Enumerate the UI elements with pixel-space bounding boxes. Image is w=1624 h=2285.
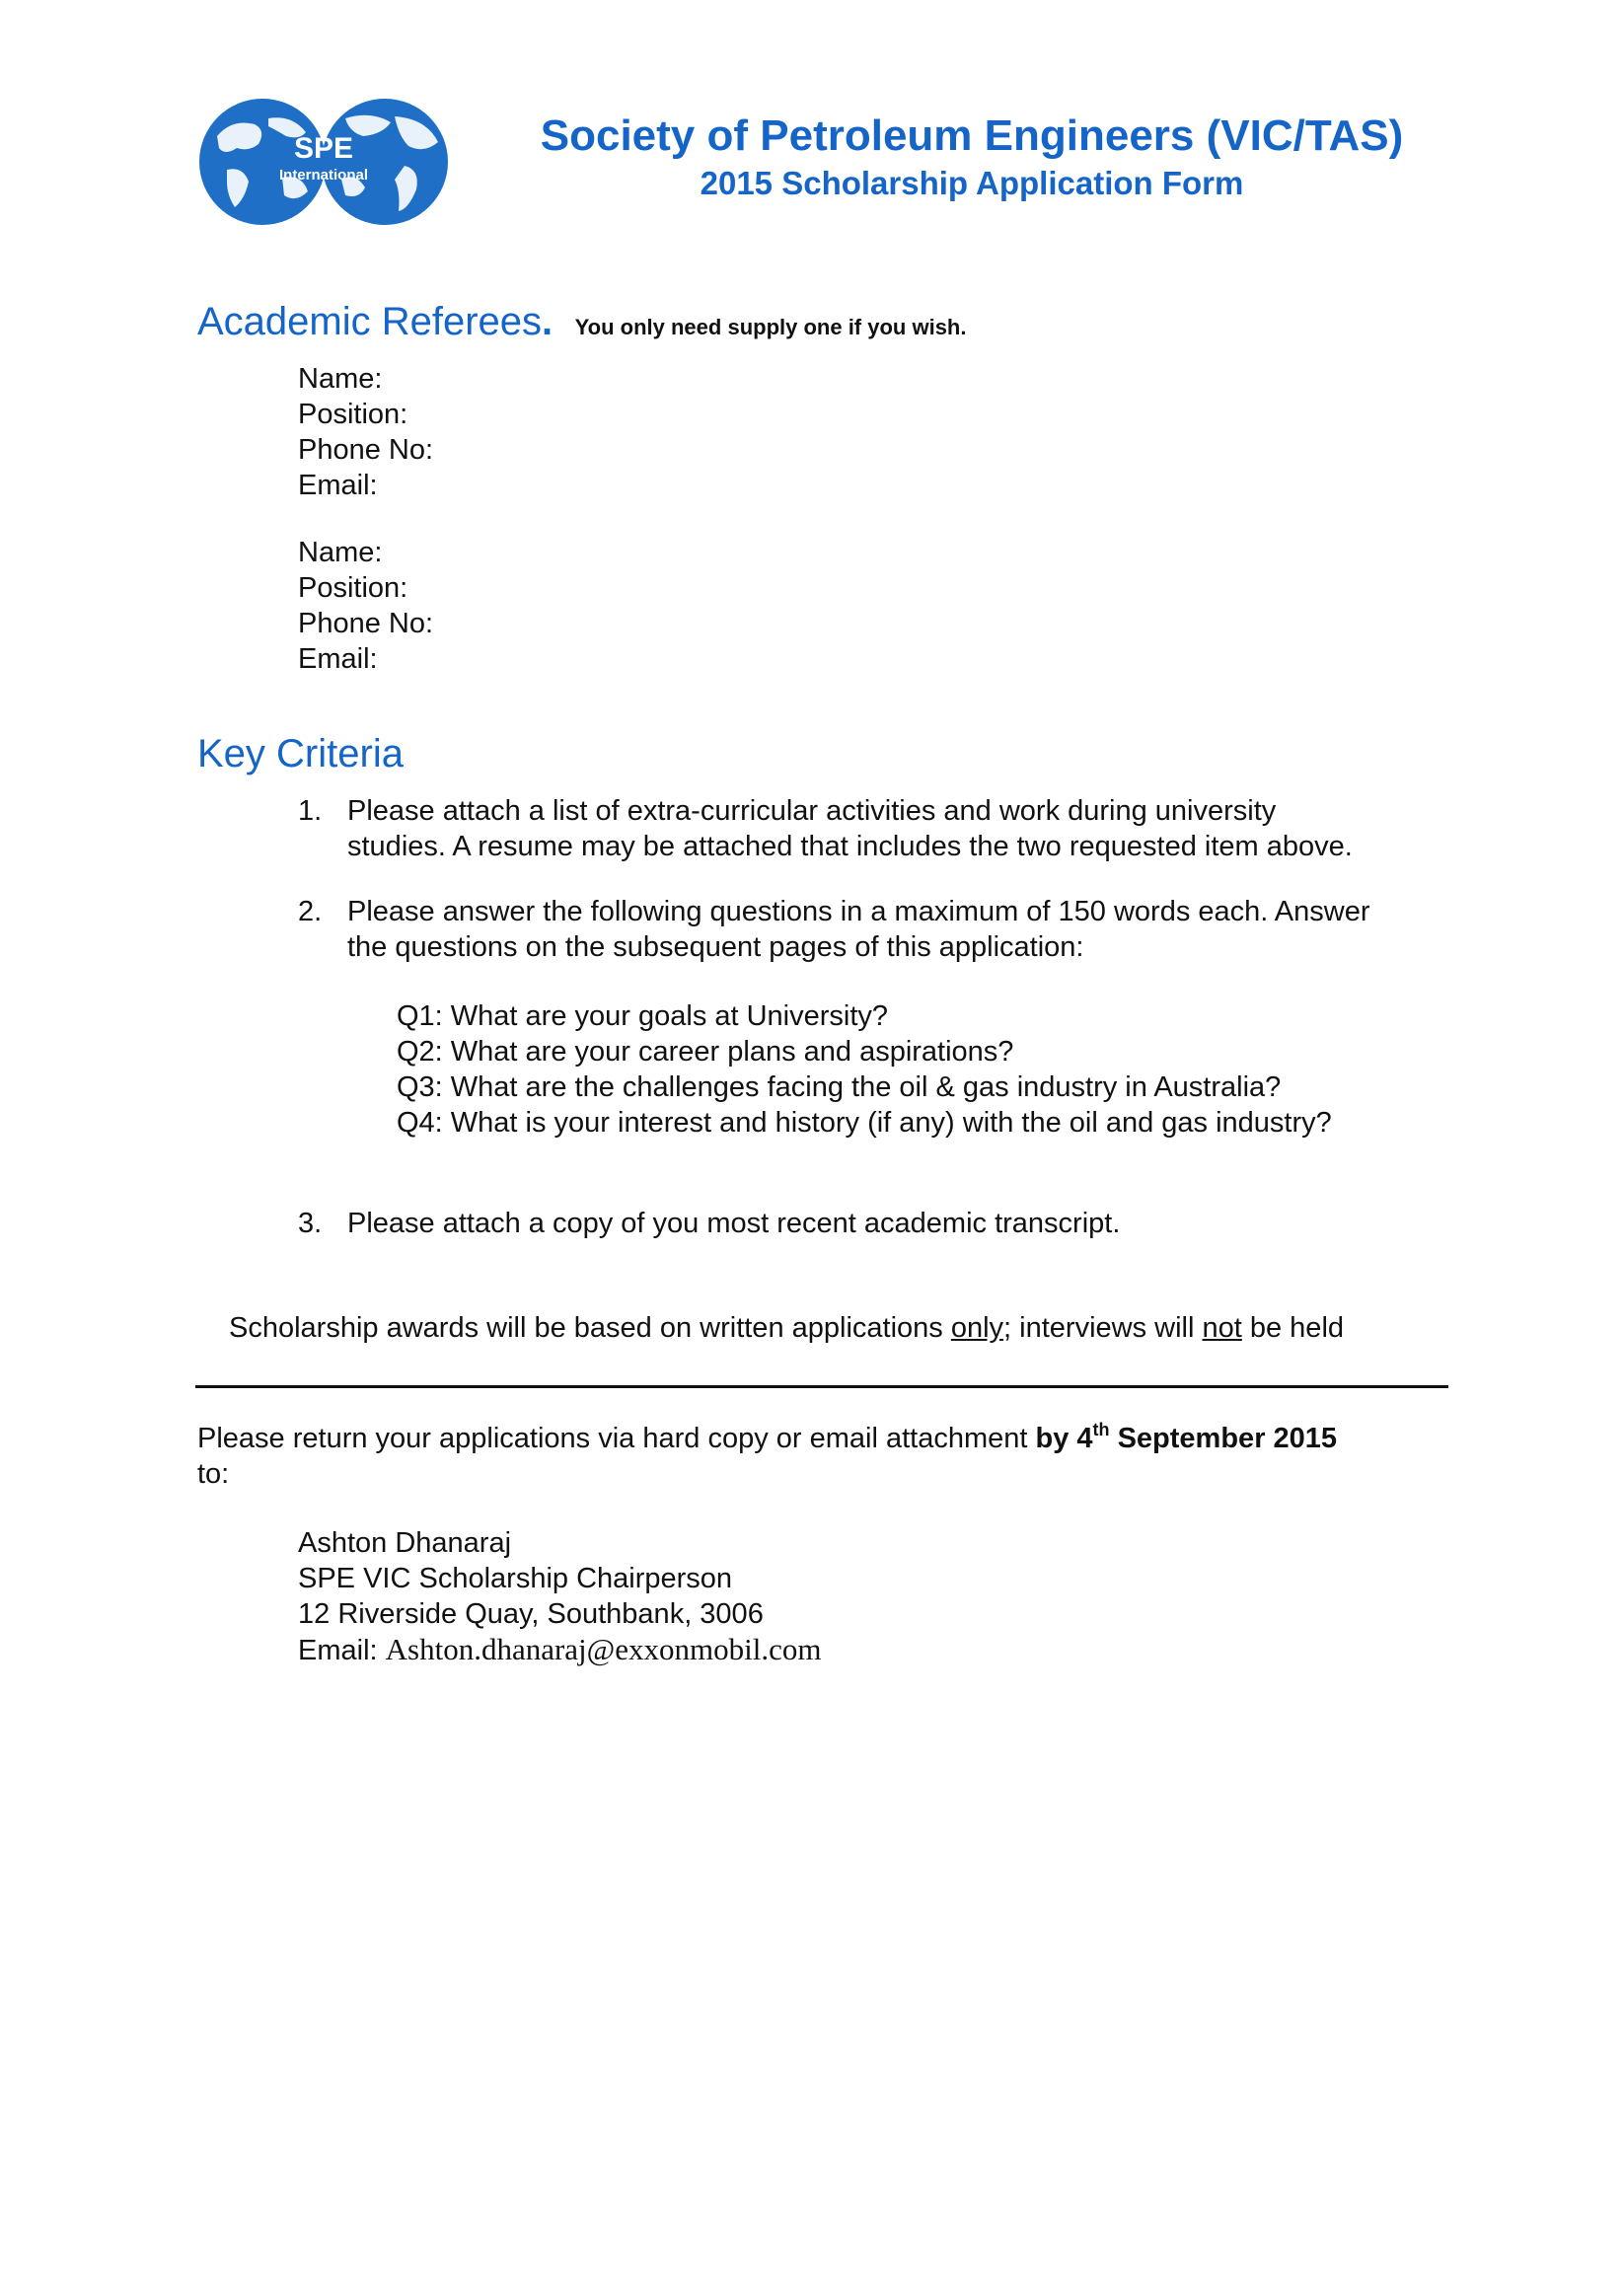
awards-note-part-3: be held [1241,1312,1345,1344]
criteria-item-2-line-1: Please answer the following questions in a maximum of 150 words each. Answer [347,896,1370,927]
contact-address: 12 Riverside Quay, Southbank, 3006 [298,1598,764,1630]
awards-note-part-2: ; interviews will [1003,1312,1203,1344]
awards-note [229,1310,1344,1346]
criteria-item-3-number: 3. [298,1208,323,1239]
page-subtitle: 2015 Scholarship Application Form [700,165,1244,201]
question-1: Q1: What are your goals at University? [397,1000,889,1032]
contact-email-row [298,1632,821,1668]
referee-block-2 [298,535,433,677]
contact-block [298,1525,821,1668]
return-deadline-by: by 4 [1035,1423,1093,1454]
return-deadline-date: September 2015 [1109,1423,1338,1454]
referee-2-position-label: Position: [298,572,408,604]
awards-note-only: only [950,1312,1004,1344]
referee-1-name-label: Name: [298,363,383,395]
criteria-item-2-number: 2. [298,896,323,927]
return-instructions [197,1421,1337,1456]
contact-name: Ashton Dhanaraj [298,1527,512,1559]
referees-heading-period: . [542,300,554,343]
referee-2-phone-label: Phone No: [298,608,434,639]
criteria-item-2 [347,894,1369,965]
return-deadline-sup: th [1092,1420,1110,1439]
question-2: Q2: What are your career plans and aspirations? [397,1036,1014,1068]
question-3: Q3: What are the challenges facing the oil & gas industry in Australia? [397,1071,1282,1103]
criteria-item-1-line-2: studies. A resume may be attached that includes the two requested item above. [347,831,1353,862]
referee-block-1 [298,361,433,503]
contact-email[interactable]: Ashton.dhanaraj@exxonmobil.com [385,1632,822,1666]
return-to: to: [197,1458,230,1490]
criteria-item-3-line-1: Please attach a copy of you most recent academic transcript. [347,1208,1121,1239]
criteria-heading: Key Criteria [197,732,404,775]
awards-note-not: not [1202,1312,1242,1344]
referee-1-position-label: Position: [298,399,408,430]
referees-heading-row [197,298,966,345]
spe-logo [197,97,450,227]
questions-list [397,998,1332,1141]
return-deadline [1035,1420,1338,1454]
criteria-item-1-number: 1. [298,795,323,827]
awards-note-part-1: Scholarship awards will be based on written applications [229,1312,951,1344]
referee-1-email-label: Email: [298,470,378,501]
referee-2-email-label: Email: [298,643,378,675]
question-4: Q4: What is your interest and history (if any) with the oil and gas industry? [397,1107,1332,1139]
referees-heading: Academic Referees [197,300,543,343]
logo-main-text: SPE [293,132,354,165]
referee-1-phone-label: Phone No: [298,434,434,466]
criteria-item-1 [347,793,1353,864]
logo-sub-text: International [278,167,369,184]
criteria-item-1-line-1: Please attach a list of extra-curricular activities and work during university [347,795,1277,827]
referee-2-name-label: Name: [298,537,383,568]
return-text: Please return your applications via hard copy or email attachment [197,1423,1036,1454]
page-title: Society of Petroleum Engineers (VIC/TAS) [540,111,1404,160]
referees-note: You only need supply one if you wish. [574,315,967,339]
contact-email-label: Email: [298,1635,386,1666]
divider-line [195,1385,1448,1388]
criteria-item-2-line-2: the questions on the subsequent pages of this application: [347,931,1084,963]
contact-role: SPE VIC Scholarship Chairperson [298,1563,733,1594]
